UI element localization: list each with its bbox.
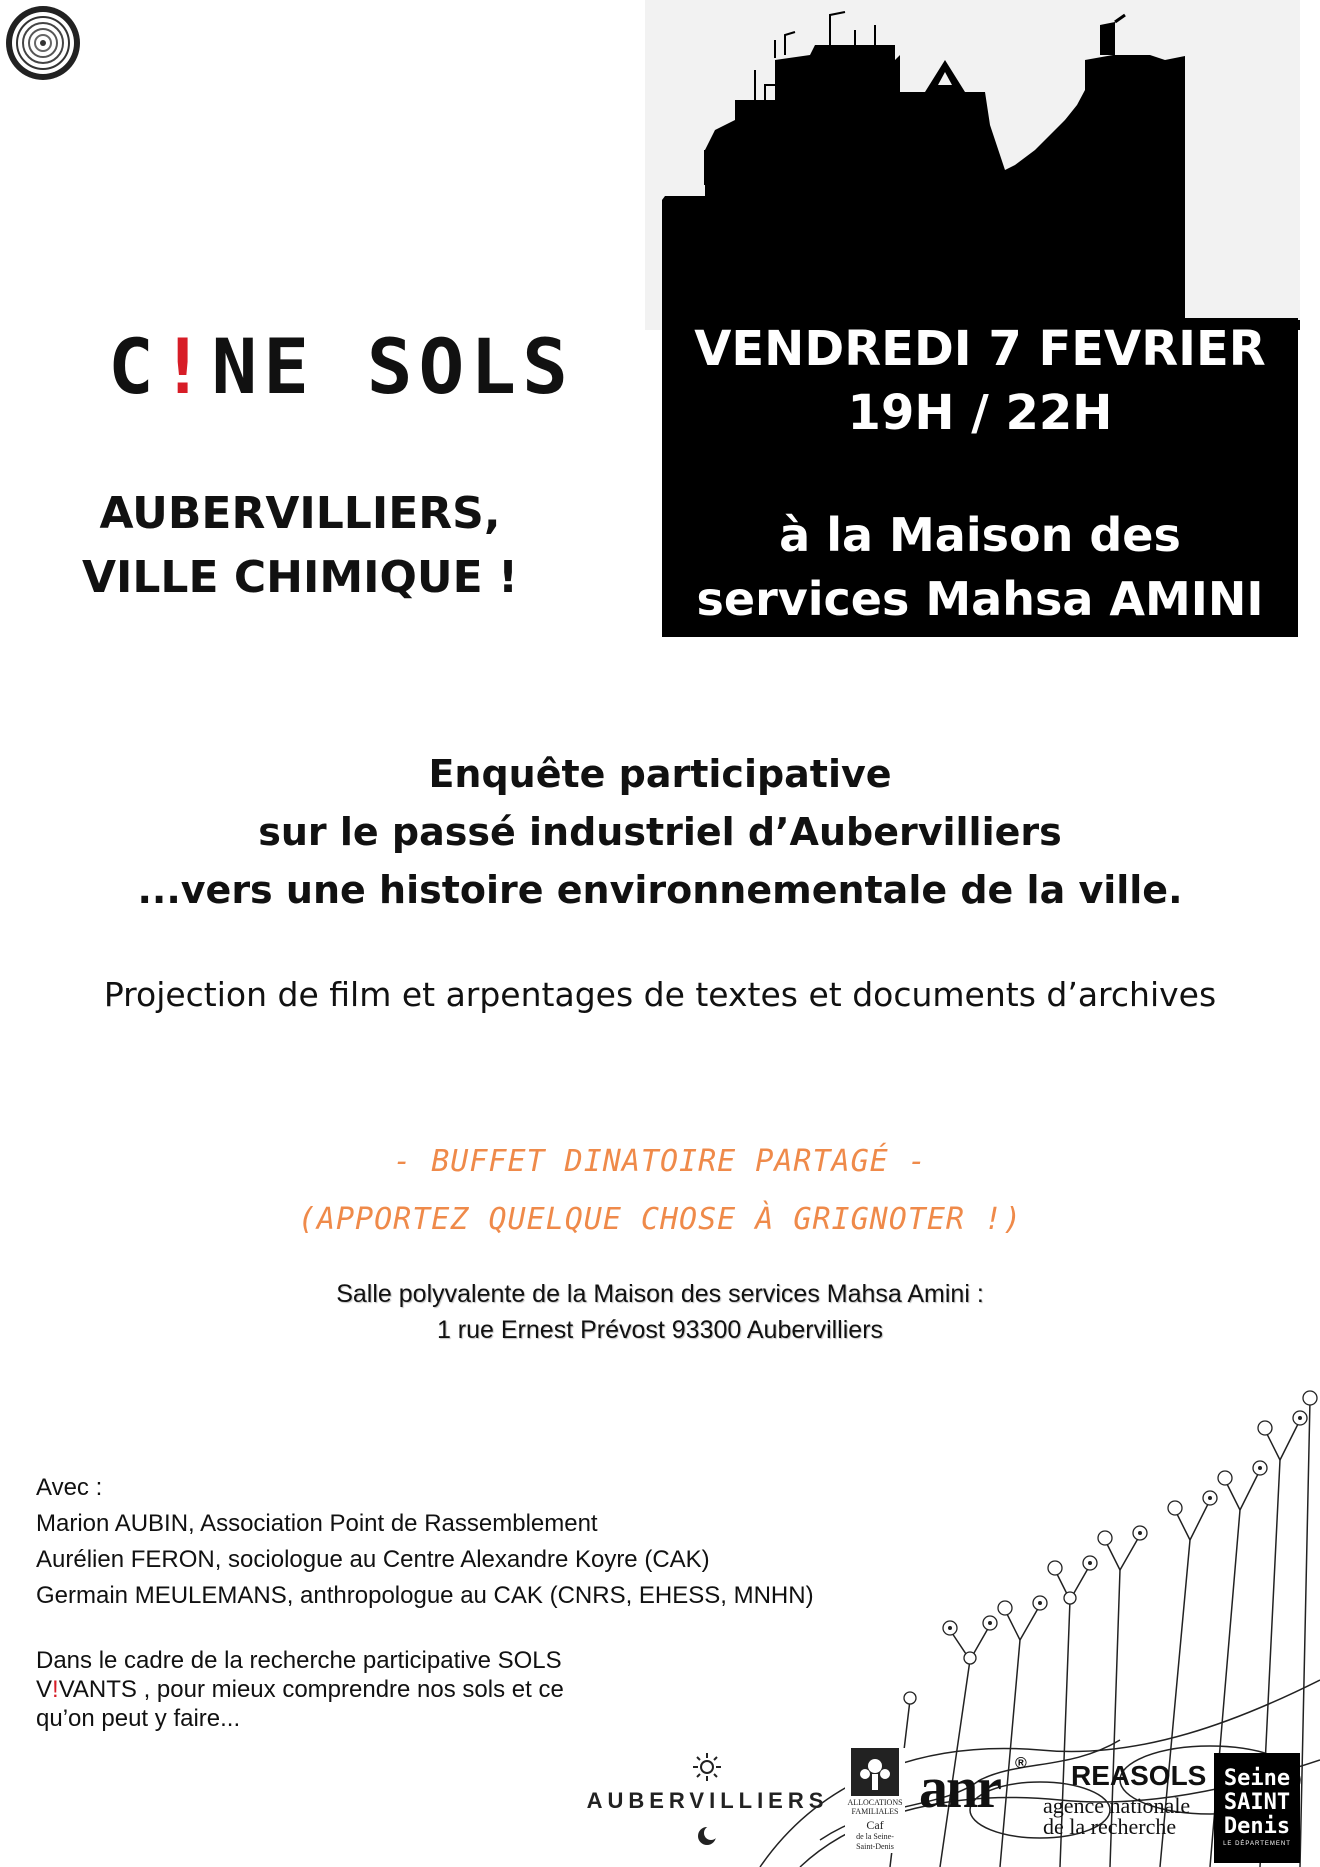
participant-item: Marion AUBIN, Association Point de Rassemblement [36, 1510, 598, 1537]
caf-text-5: Saint-Denis [856, 1842, 894, 1851]
anr-agency-line2: de la recherche [1043, 1814, 1177, 1839]
tree-ring-logo-icon [2, 2, 84, 84]
buffet-note [260, 1133, 1060, 1249]
anr-reasols-logo [915, 1755, 1207, 1855]
buffet-line2: (APPORTEZ QUELQUE CHOSE À GRIGNOTER !) [297, 1202, 1023, 1237]
venue-address [200, 1276, 1120, 1348]
caf-emblem-icon [851, 1748, 899, 1796]
anr-wordmark: anr [919, 1755, 1000, 1820]
cine-sols-logo [108, 322, 574, 412]
ssd-line1: Seine [1223, 1766, 1291, 1791]
event-date-box [662, 318, 1298, 637]
caf-text-1: ALLOCATIONS [847, 1798, 903, 1807]
subtitle-line2: VILLE CHIMIQUE ! [81, 552, 519, 603]
brand-suffix: NE SOLS [211, 322, 574, 411]
caf-logo [845, 1748, 905, 1853]
headline-line3: ...vers une histoire environnementale de la ville. [137, 868, 1183, 912]
headline-line2: sur le passé industriel d’Aubervilliers [258, 810, 1062, 854]
seine-saint-denis-logo [1214, 1753, 1300, 1863]
event-day: VENDREDI 7 FEVRIER [694, 321, 1266, 377]
aubervilliers-logo [585, 1750, 830, 1850]
brand-prefix: C [108, 322, 160, 411]
event-time: 19H / 22H [847, 385, 1113, 441]
headline [80, 745, 1240, 919]
factory-silhouette-image [645, 0, 1300, 330]
ssd-line2: SAINT [1223, 1790, 1291, 1815]
context-line1: Dans le cadre de la recherche participative SOLS [36, 1647, 562, 1674]
context-rest: VANTS , pour mieux comprendre nos sols et ce [58, 1676, 564, 1703]
caf-text-3: Caf [866, 1818, 884, 1832]
brand-exclamation: ! [159, 322, 212, 411]
headline-line1: Enquête participative [428, 752, 892, 796]
moon-icon [695, 1824, 719, 1848]
projection-text: Projection de film et arpentages de textes et documents d’archives [103, 975, 1217, 1014]
participants-list [36, 1470, 936, 1614]
context-line3: qu’on peut y faire... [36, 1705, 241, 1732]
reasols-wordmark: REASOLS [1071, 1760, 1207, 1791]
research-context [36, 1646, 696, 1733]
context-v: V [36, 1676, 53, 1703]
ssd-departement: LE DÉPARTEMENT [1223, 1841, 1291, 1847]
event-subtitle [40, 482, 560, 610]
venue-line1: Salle polyvalente de la Maison des services Mahsa Amini : [336, 1280, 984, 1308]
participants-intro: Avec : [36, 1474, 103, 1501]
event-place-line1: à la Maison des [779, 508, 1181, 562]
context-exclamation: ! [52, 1676, 59, 1703]
participant-item: Aurélien FERON, sociologue au Centre Alexandre Koyre (CAK) [36, 1546, 710, 1573]
ssd-line3: Denis [1223, 1814, 1291, 1839]
context-line2 [36, 1675, 696, 1704]
venue-line2: 1 rue Ernest Prévost 93300 Aubervilliers [436, 1316, 884, 1344]
event-place-line2: services Mahsa AMINI [696, 572, 1264, 626]
caf-text-2: FAMILIALES [851, 1807, 899, 1816]
participant-item: Germain MEULEMANS, anthropologue au CAK (CNRS, EHESS, MNHN) [36, 1582, 814, 1609]
registered-mark: ® [1015, 1755, 1027, 1772]
sun-icon [692, 1752, 722, 1782]
caf-text-4: de la Seine- [856, 1832, 894, 1841]
buffet-line1: - BUFFET DINATOIRE PARTAGÉ - [393, 1144, 927, 1179]
subtitle-line1: AUBERVILLIERS, [99, 488, 501, 539]
anr-agency-line1: agence nationale [1043, 1793, 1191, 1818]
aubervilliers-name: AUBERVILLIERS [586, 1788, 829, 1813]
